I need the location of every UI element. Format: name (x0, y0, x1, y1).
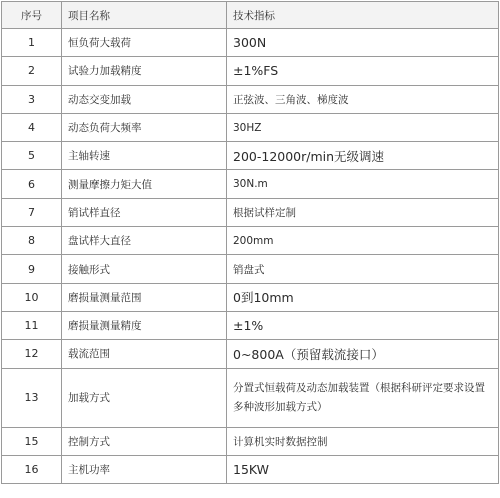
row-item-name: 接触形式 (62, 255, 227, 283)
table-row (2, 340, 499, 368)
header-no: 序号 (2, 2, 62, 29)
row-number: 10 (2, 283, 62, 311)
row-number: 7 (2, 198, 62, 226)
row-item-name: 盘试样大直径 (62, 227, 227, 255)
table-row (2, 142, 499, 170)
row-number: 5 (2, 142, 62, 170)
row-spec: 计算机实时数据控制 (227, 427, 499, 455)
row-spec: 15KW (227, 455, 499, 483)
row-spec: 200-12000r/min无级调速 (227, 142, 499, 170)
row-spec: 根据试样定制 (227, 198, 499, 226)
row-spec: 300N (227, 29, 499, 57)
row-spec: 分置式恒载荷及动态加载装置（根据科研评定要求设置多种波形加载方式） (227, 368, 499, 427)
table-row (2, 311, 499, 339)
table-row (2, 85, 499, 113)
table-body (2, 29, 499, 484)
row-spec: 0到10mm (227, 283, 499, 311)
row-number: 11 (2, 311, 62, 339)
table-row (2, 255, 499, 283)
row-item-name: 控制方式 (62, 427, 227, 455)
header-spec: 技术指标 (227, 2, 499, 29)
row-number: 12 (2, 340, 62, 368)
row-item-name: 加载方式 (62, 368, 227, 427)
row-number: 1 (2, 29, 62, 57)
row-spec: 正弦波、三角波、梯度波 (227, 85, 499, 113)
row-number: 13 (2, 368, 62, 427)
row-number: 9 (2, 255, 62, 283)
row-item-name: 磨损量测量精度 (62, 311, 227, 339)
row-item-name: 主轴转速 (62, 142, 227, 170)
row-item-name: 载流范围 (62, 340, 227, 368)
table-row (2, 170, 499, 198)
row-item-name: 主机功率 (62, 455, 227, 483)
table-row (2, 227, 499, 255)
row-spec: 30HZ (227, 113, 499, 141)
row-number: 4 (2, 113, 62, 141)
row-number: 6 (2, 170, 62, 198)
row-item-name: 测量摩擦力矩大值 (62, 170, 227, 198)
row-number: 3 (2, 85, 62, 113)
row-number: 15 (2, 427, 62, 455)
row-spec: ±1%FS (227, 57, 499, 85)
spec-table (1, 1, 499, 484)
row-number: 16 (2, 455, 62, 483)
header-item-name: 项目名称 (62, 2, 227, 29)
row-spec: 销盘式 (227, 255, 499, 283)
table-row (2, 57, 499, 85)
row-number: 8 (2, 227, 62, 255)
row-item-name: 恒负荷大载荷 (62, 29, 227, 57)
table-header (2, 2, 499, 29)
row-spec: 200mm (227, 227, 499, 255)
row-item-name: 磨损量测量范围 (62, 283, 227, 311)
table-row (2, 198, 499, 226)
table-row (2, 427, 499, 455)
row-number: 2 (2, 57, 62, 85)
table-row (2, 113, 499, 141)
header-row (2, 2, 499, 29)
table-row (2, 368, 499, 427)
row-item-name: 试验力加载精度 (62, 57, 227, 85)
table-row (2, 455, 499, 483)
row-item-name: 销试样直径 (62, 198, 227, 226)
table-row (2, 29, 499, 57)
row-spec: 30N.m (227, 170, 499, 198)
row-spec: ±1% (227, 311, 499, 339)
table-row (2, 283, 499, 311)
row-spec: 0~800A（预留载流接口） (227, 340, 499, 368)
row-item-name: 动态负荷大频率 (62, 113, 227, 141)
row-item-name: 动态交变加载 (62, 85, 227, 113)
